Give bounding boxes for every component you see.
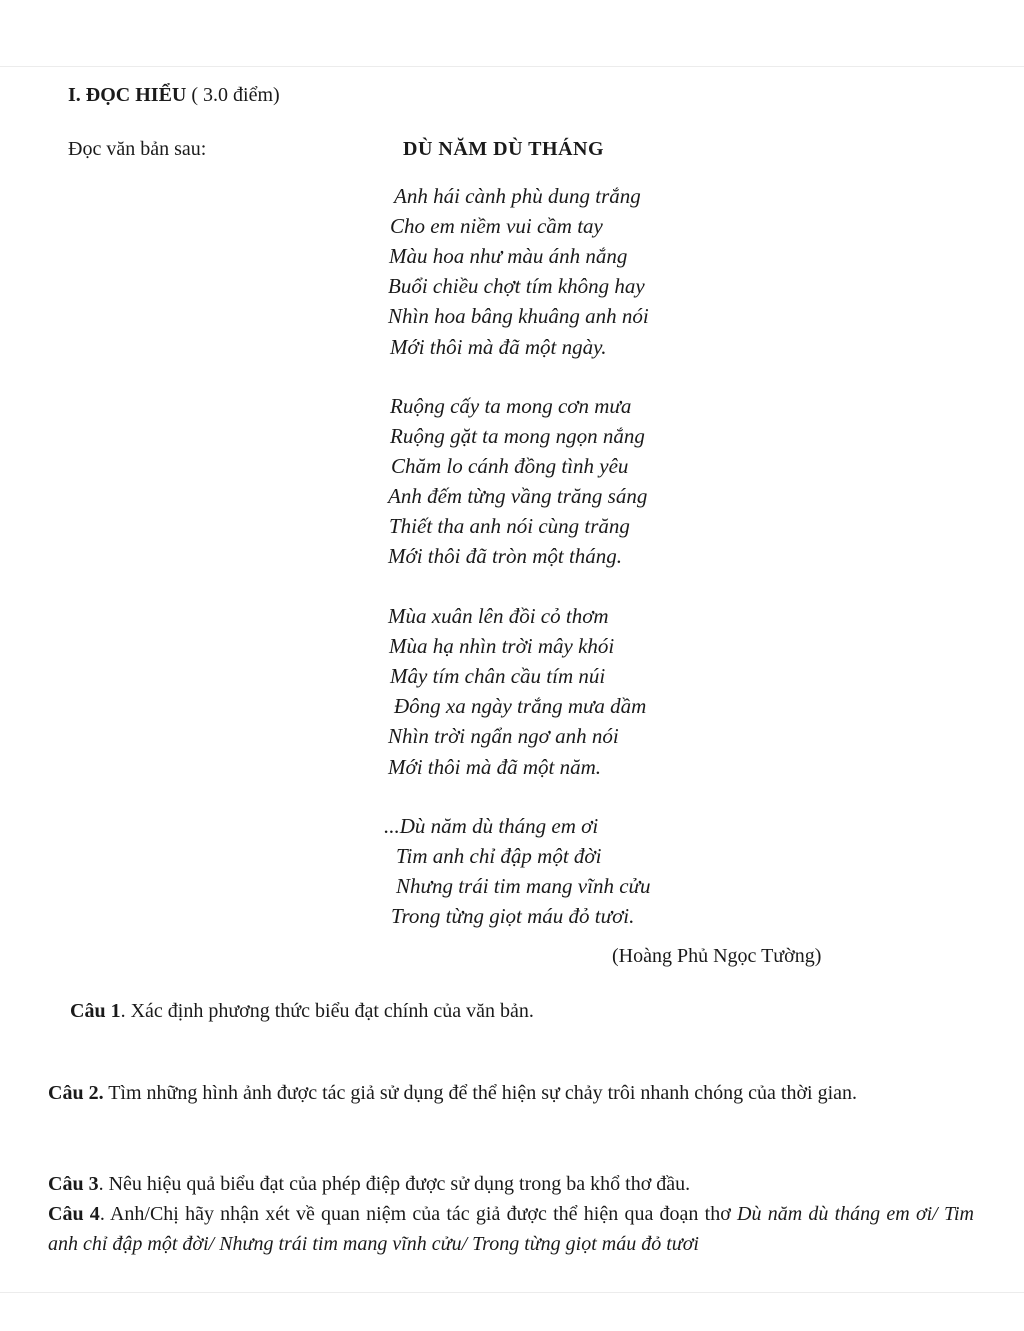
section-points: ( 3.0 điểm) [191,84,280,106]
poem-line: Nhìn trời ngẩn ngơ anh nói [388,724,619,748]
poem-line: Tim anh chỉ đập một đời [396,844,602,868]
intro-text: Đọc văn bản sau: [68,138,207,160]
question-3-text: . Nêu hiệu quả biểu đạt của phép điệp được sử dụng trong ba khổ thơ đầu. [98,1173,691,1195]
top-divider [0,66,1024,67]
poem-line: Mới thôi mà đã một ngày. [390,335,607,359]
question-4-text: . Anh/Chị hãy nhận xét về quan niệm của tác giả được thể hiện qua đoạn thơ [99,1203,738,1225]
poem-line: ...Dù năm dù tháng em ơi [384,814,599,838]
question-4 [48,1199,974,1259]
poem-line: Ruộng gặt ta mong ngọn nắng [390,424,645,448]
poem-line: Thiết tha anh nói cùng trăng [389,514,630,538]
section-title: ĐỌC HIỂU [85,84,187,106]
question-1-label: Câu 1 [70,1000,121,1022]
question-3 [48,1169,690,1199]
poem-line: Nhưng trái tim mang vĩnh cửu [396,874,651,898]
poem-title: DÙ NĂM DÙ THÁNG [403,138,605,160]
poem-line: Anh hái cành phù dung trắng [394,184,641,208]
poem-line: Chăm lo cánh đồng tình yêu [391,454,629,478]
poem-author: (Hoàng Phủ Ngọc Tường) [612,945,822,967]
poem-line: Cho em niềm vui cầm tay [390,214,603,238]
poem-line: Ruộng cấy ta mong cơn mưa [390,394,632,418]
question-3-label: Câu 3 [48,1173,99,1195]
section-heading [68,84,280,107]
poem-line: Buổi chiều chợt tím không hay [388,274,645,298]
question-1 [70,996,534,1026]
poem-line: Trong từng giọt máu đỏ tươi. [391,904,635,928]
section-number: I. [68,84,81,106]
question-2-label: Câu 2. [48,1082,104,1104]
question-4-label: Câu 4 [48,1203,100,1225]
poem-line: Mới thôi đã tròn một tháng. [388,544,623,568]
poem-line: Mây tím chân cầu tím núi [390,664,606,688]
question-2-text: Tìm những hình ảnh được tác giả sử dụng để thể hiện sự chảy trôi nhanh chóng của thời gian. [103,1082,858,1104]
bottom-divider [0,1292,1024,1293]
question-4-quote: Dù năm dù tháng em ơi/ Tim anh chỉ đập một đời/ Nhưng trái tim mang vĩnh cửu/ Trong từng giọt máu đỏ tươi [48,1203,974,1255]
poem-line: Mùa hạ nhìn trời mây khói [389,634,615,658]
poem-line: Mùa xuân lên đồi cỏ thơm [388,604,609,628]
poem-line: Nhìn hoa bâng khuâng anh nói [388,304,649,328]
poem-line: Anh đếm từng vầng trăng sáng [388,484,648,508]
poem-line: Màu hoa như màu ánh nắng [389,244,628,268]
question-1-text: . Xác định phương thức biểu đạt chính của văn bản. [120,1000,534,1022]
poem-line: Đông xa ngày trắng mưa dầm [394,694,647,718]
question-2 [48,1078,974,1108]
poem-line: Mới thôi mà đã một năm. [388,755,602,779]
